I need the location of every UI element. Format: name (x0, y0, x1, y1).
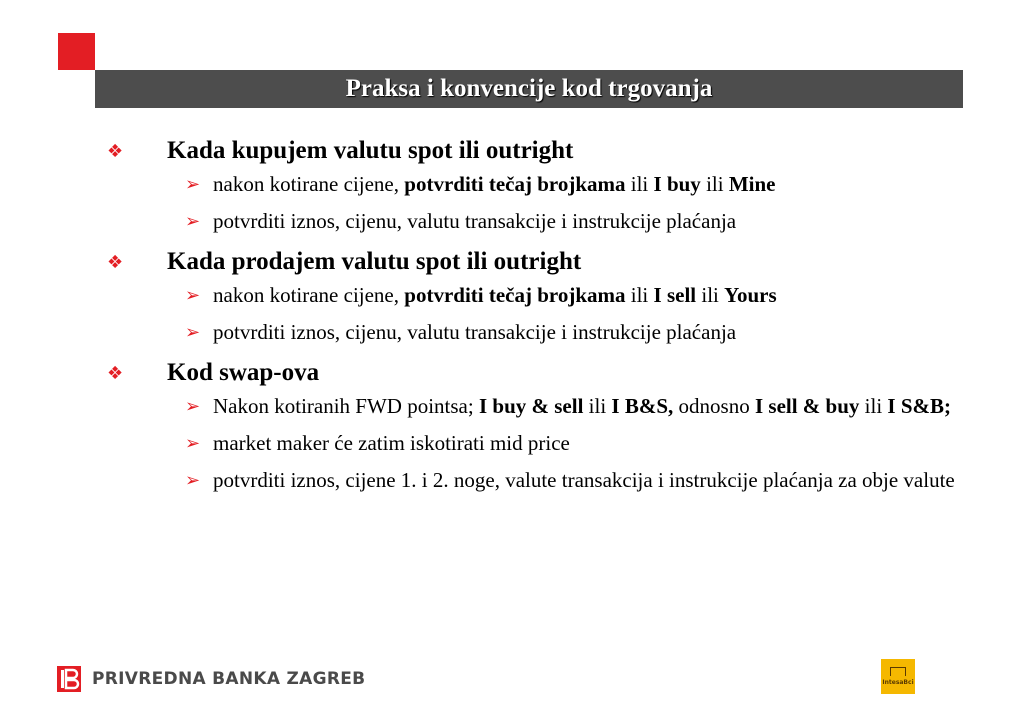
intesabci-logo (881, 659, 915, 694)
sub-item-bold: potvrditi tečaj brojkama (404, 283, 626, 307)
arrow-bullet-icon: ➢ (185, 470, 201, 491)
diamond-bullet-icon: ❖ (107, 140, 124, 162)
sub-item-bold: I buy (653, 172, 701, 196)
diamond-bullet-icon: ❖ (107, 362, 124, 384)
sub-item-bold: potvrditi tečaj brojkama (404, 172, 626, 196)
arrow-bullet-icon: ➢ (185, 211, 201, 232)
sub-item (105, 170, 965, 199)
sub-item-text: ili (700, 172, 729, 196)
sub-item-bold: I S&B; (887, 394, 952, 418)
sub-item-text: ili (625, 283, 654, 307)
intesabci-logo-text: IntesaBci (882, 679, 914, 686)
section-heading-text: Kod swap-ova (167, 359, 320, 386)
intesabci-logo-icon (890, 667, 906, 676)
sub-item (105, 466, 965, 495)
sub-item (105, 429, 965, 458)
sub-item-text: Nakon kotiranih FWD pointsa; (213, 394, 479, 418)
section-heading-swap (105, 355, 965, 391)
sub-item-text: potvrditi iznos, cijenu, valutu transakcije i instrukcije plaćanja (213, 209, 737, 233)
slide-content (105, 133, 965, 503)
red-accent-square (58, 33, 95, 70)
sub-item-text: ili (625, 172, 654, 196)
sub-item-bold: I B&S, (611, 394, 674, 418)
sub-item-text: ili (859, 394, 888, 418)
sub-item-text: potvrditi iznos, cijenu, valutu transakcije i instrukcije plaćanja (213, 320, 737, 344)
pbz-logo-icon (57, 666, 81, 692)
section-heading-text: Kada prodajem valutu spot ili outright (167, 248, 582, 275)
sub-item-text: market maker će zatim iskotirati mid price (213, 431, 570, 455)
sub-item (105, 207, 965, 236)
sub-item-bold: I sell & buy (754, 394, 860, 418)
sub-item (105, 281, 965, 310)
arrow-bullet-icon: ➢ (185, 322, 201, 343)
arrow-bullet-icon: ➢ (185, 396, 201, 417)
arrow-bullet-icon: ➢ (185, 174, 201, 195)
section-heading-buy (105, 133, 965, 169)
arrow-bullet-icon: ➢ (185, 285, 201, 306)
bank-name: PRIVREDNA BANKA ZAGREB (92, 669, 366, 689)
sub-item-bold: I sell (653, 283, 697, 307)
slide-title-bar (95, 70, 963, 108)
diamond-bullet-icon: ❖ (107, 251, 124, 273)
pbz-logo (57, 666, 365, 692)
sub-item-bold: I buy & sell (478, 394, 584, 418)
sub-item-bold: Mine (728, 172, 776, 196)
slide-title: Praksa i konvencije kod trgovanja (345, 75, 713, 102)
sub-item-text: ili (696, 283, 725, 307)
sub-item-text: potvrditi iznos, cijene 1. i 2. noge, valute transakcija i instrukcije plaćanja za obje valute (213, 468, 955, 492)
arrow-bullet-icon: ➢ (185, 433, 201, 454)
sub-item (105, 318, 965, 347)
sub-item-text: odnosno (673, 394, 755, 418)
sub-item-text: ili (583, 394, 612, 418)
sub-item-bold: Yours (724, 283, 777, 307)
section-heading-text: Kada kupujem valutu spot ili outright (167, 137, 574, 164)
section-heading-sell (105, 244, 965, 280)
sub-item-text: nakon kotirane cijene, (213, 172, 405, 196)
sub-item (105, 392, 965, 421)
sub-item-text: nakon kotirane cijene, (213, 283, 405, 307)
